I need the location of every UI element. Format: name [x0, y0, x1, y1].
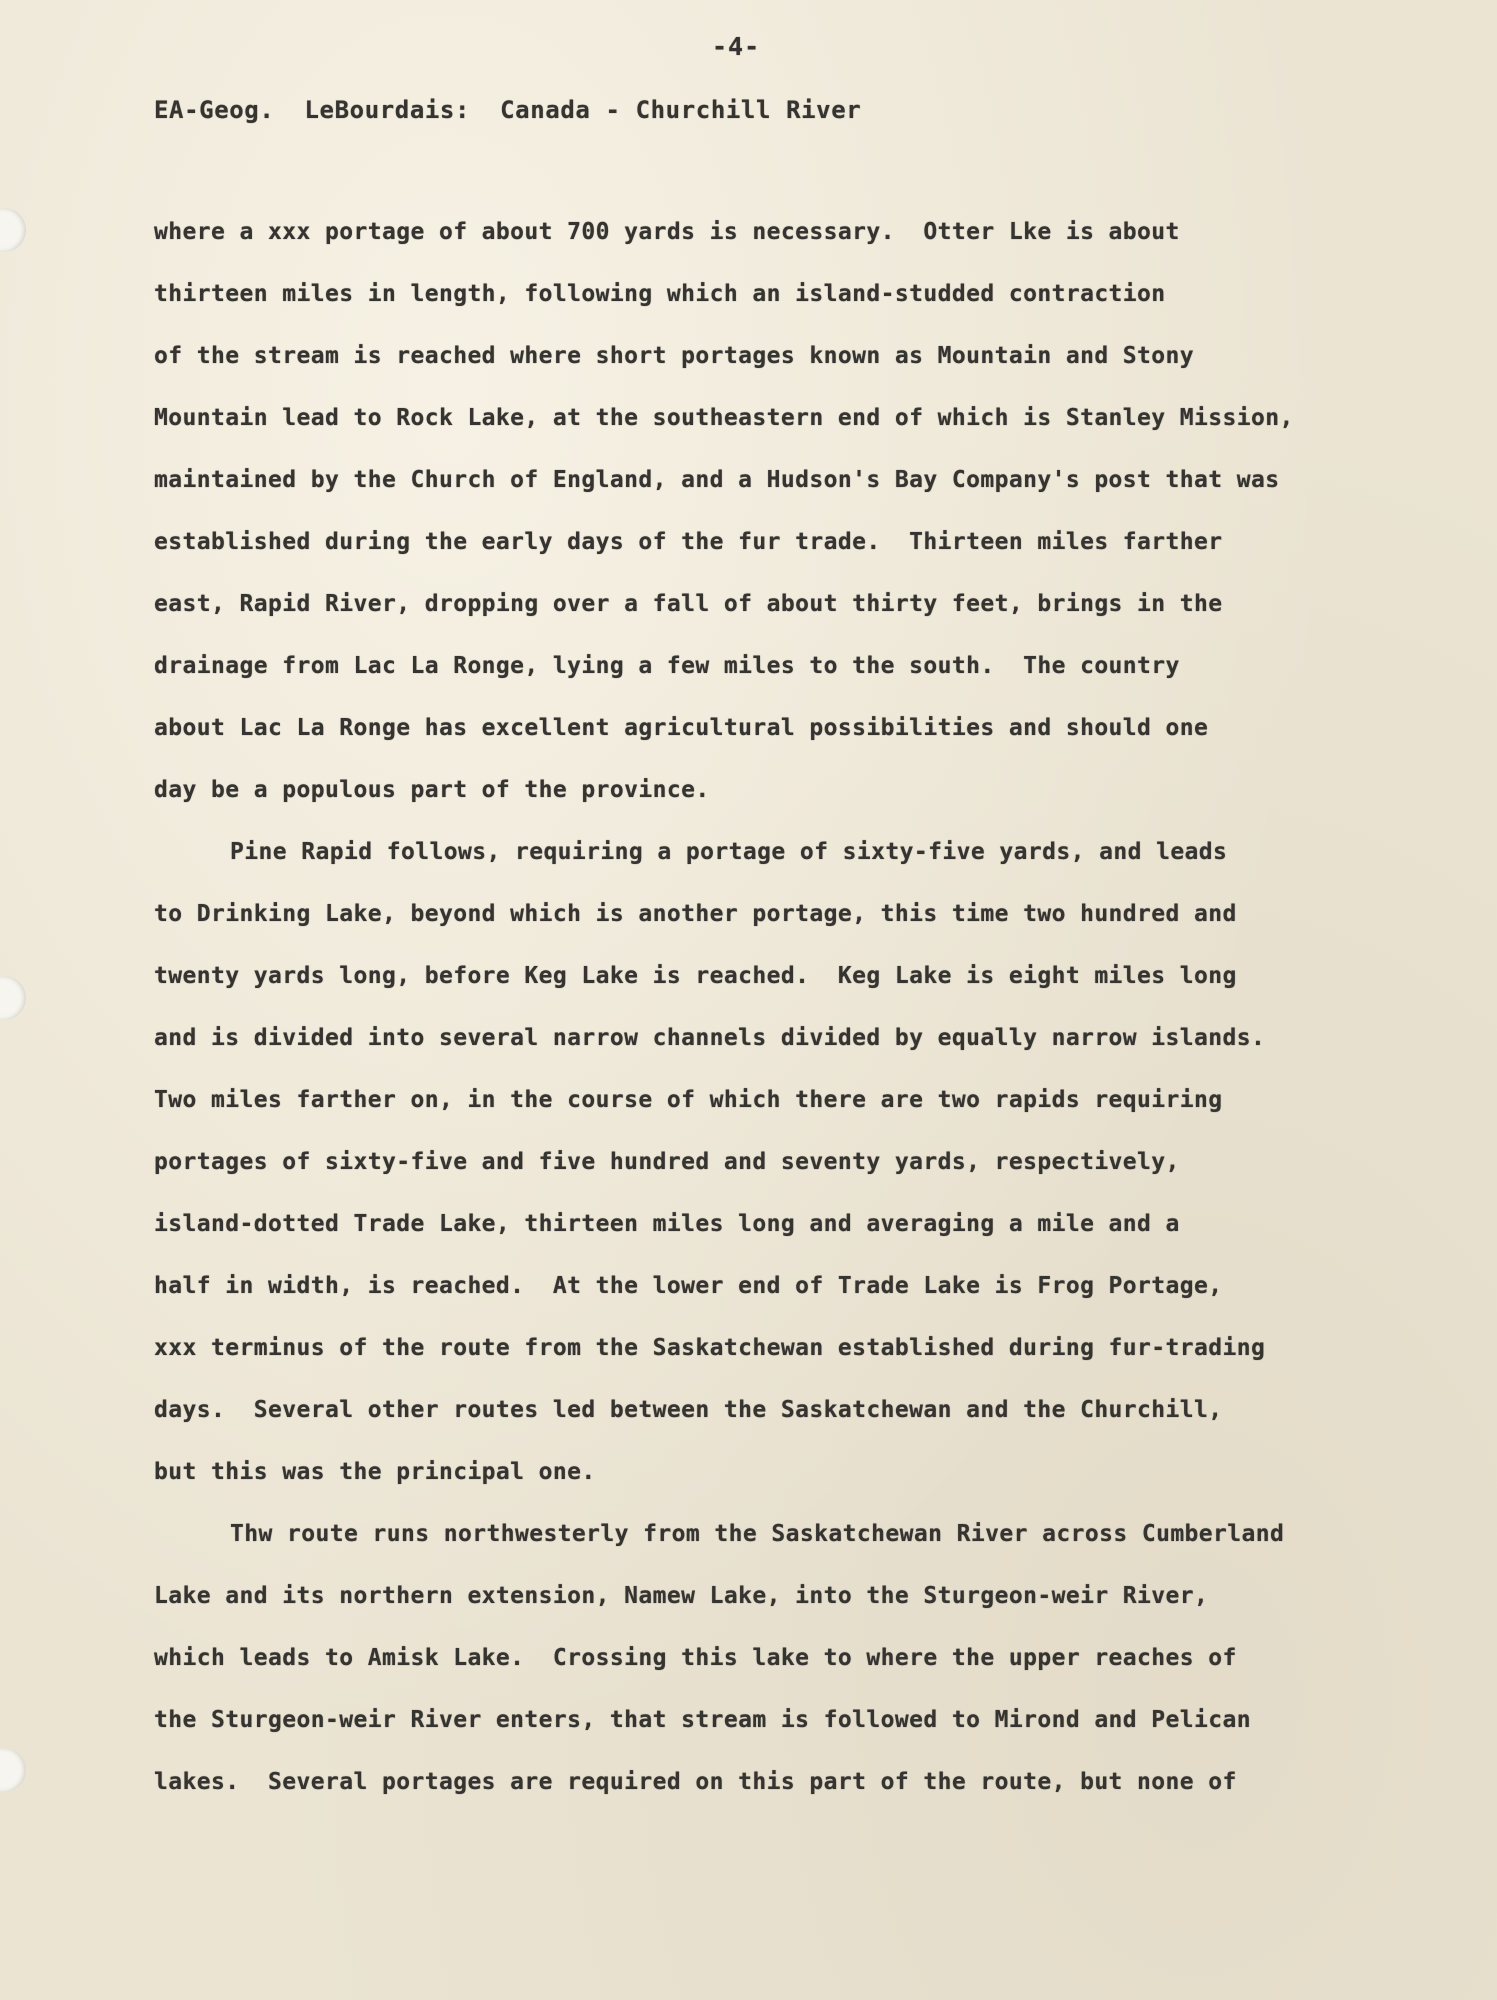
text-line: Two miles farther on, in the course of which there are two rapids requiring	[154, 1087, 1223, 1113]
text-line: which leads to Amisk Lake. Crossing this lake to where the upper reaches of	[154, 1645, 1237, 1671]
punch-hole-middle	[0, 976, 26, 1020]
text-line: twenty yards long, before Keg Lake is reached. Keg Lake is eight miles long	[154, 963, 1237, 989]
text-line: Lake and its northern extension, Namew Lake, into the Sturgeon-weir River,	[154, 1583, 1209, 1609]
document-header: EA-Geog. LeBourdais: Canada - Churchill River	[154, 96, 862, 124]
page-number: -4-	[712, 32, 761, 61]
body-text	[154, 0, 1394, 2000]
text-line: drainage from Lac La Ronge, lying a few miles to the south. The country	[154, 653, 1180, 679]
text-line: but this was the principal one.	[154, 1459, 596, 1485]
punch-hole-top	[0, 208, 26, 252]
text-line: maintained by the Church of England, and a Hudson's Bay Company's post that was	[154, 467, 1280, 493]
text-line: island-dotted Trade Lake, thirteen miles long and averaging a mile and a	[154, 1211, 1180, 1237]
text-line: to Drinking Lake, beyond which is another portage, this time two hundred and	[154, 901, 1237, 927]
text-line: portages of sixty-five and five hundred and seventy yards, respectively,	[154, 1149, 1180, 1175]
text-line: thirteen miles in length, following which an island-studded contraction	[154, 281, 1166, 307]
text-line: where a xxx portage of about 700 yards is necessary. Otter Lke is about	[154, 219, 1180, 245]
text-line: lakes. Several portages are required on this part of the route, but none of	[154, 1769, 1237, 1795]
text-line: days. Several other routes led between the Saskatchewan and the Churchill,	[154, 1397, 1223, 1423]
text-line: the Sturgeon-weir River enters, that stream is followed to Mirond and Pelican	[154, 1707, 1252, 1733]
text-line: and is divided into several narrow channels divided by equally narrow islands.	[154, 1025, 1266, 1051]
text-line: about Lac La Ronge has excellent agricultural possibilities and should one	[154, 715, 1209, 741]
text-line: Pine Rapid follows, requiring a portage of sixty-five yards, and leads	[230, 839, 1228, 865]
text-line: of the stream is reached where short portages known as Mountain and Stony	[154, 343, 1195, 369]
text-line: Mountain lead to Rock Lake, at the southeastern end of which is Stanley Mission,	[154, 405, 1294, 431]
punch-hole-bottom	[0, 1748, 26, 1792]
text-line: day be a populous part of the province.	[154, 777, 710, 803]
text-line: east, Rapid River, dropping over a fall of about thirty feet, brings in the	[154, 591, 1223, 617]
text-line: xxx terminus of the route from the Saskatchewan established during fur-trading	[154, 1335, 1266, 1361]
text-line: half in width, is reached. At the lower end of Trade Lake is Frog Portage,	[154, 1273, 1223, 1299]
text-line: established during the early days of the fur trade. Thirteen miles farther	[154, 529, 1223, 555]
text-line: Thw route runs northwesterly from the Saskatchewan River across Cumberland	[230, 1521, 1285, 1547]
